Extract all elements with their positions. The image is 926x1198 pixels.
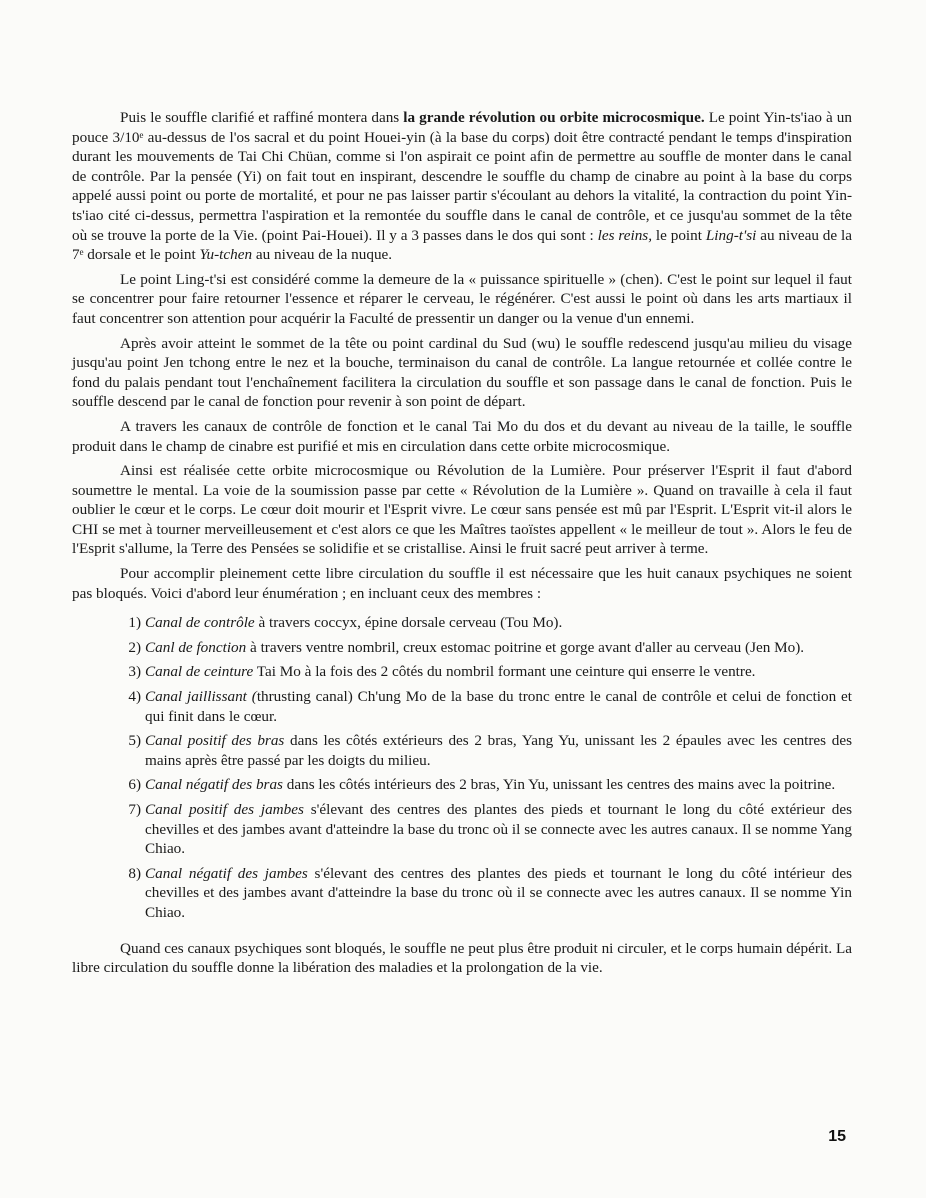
canal-list	[72, 613, 852, 922]
list-item	[128, 613, 852, 633]
list-item-number: 8)	[128, 864, 141, 882]
list-item	[128, 662, 852, 682]
paragraph-2: Le point Ling-t'si est considéré comme la demeure de la « puissance spirituelle » (chen). C'est le point sur lequel il faut se concentrer pour faire retourner l'essence et réparer le cerveau, le régénérer. C'est aussi le point où dans les arts martiaux il faut concentrer son attention pour acquérir la Faculté de pressentir un danger ou la venue d'un ennemi.	[72, 270, 852, 327]
list-item-term: Canal négatif des bras	[145, 776, 283, 794]
list-item-number: 6)	[128, 776, 141, 794]
list-item-term: Canal de contrôle	[145, 614, 255, 632]
list-item-text: thrusting canal) Ch'ung Mo de la base du tronc entre le canal de contrôle et celui de fonction et qui finit dans le cœur.	[145, 688, 853, 725]
list-item-text: s'élevant des centres des plantes des pieds et tournant le long du côté intérieur des chevilles et des jambes avant d'atteindre la base du tronc où il se connecte avec les autres canaux. Il se nomme Yin Chiao.	[145, 864, 852, 921]
list-item-term: Canal jaillissant (	[145, 688, 257, 706]
page-body	[72, 108, 852, 983]
paragraph-4: A travers les canaux de contrôle de fonction et le canal Tai Mo du dos et du devant au niveau de la taille, le souffle produit dans le champ de cinabre est purifié et mis en circulation dans cette orbite microcosmique.	[72, 417, 852, 455]
page-number: 15	[828, 1128, 846, 1145]
p1-text-d: au niveau de la 7ᵉ dorsale et le point	[72, 226, 852, 264]
closing-paragraph: Quand ces canaux psychiques sont bloqués, le souffle ne peut plus être produit ni circuler, et le corps humain dépérit. La libre circulation du souffle donne la libération des maladies et la prolongation de la vie.	[72, 939, 852, 977]
p1-text-b: Le point Yin-ts'iao à un pouce 3/10ᵉ au-dessus de l'os sacral et du point Houei-yin (à la base du corps) doit être contracté pendant le temps d'inspiration durant les mouvements de Tai Chi Chüan, comme si l'on aspirait ce point afin de permettre au souffle de monter dans le canal de contrôle. Par la pensée (Yi) on fait tout en inspirant, descendre le souffle du champ de cinabre au point à la base du corps appelé aussi point ou porte de mortalité, et pour ne pas laisser partir s'écoulant au dehors la vitalité, la contraction du point Yin-ts'iao cité ci-dessus, permettra l'aspiration et la remontée du souffle dans le canal de contrôle, et ce jusqu'au sommet de la tête où se trouve la porte de la Vie. (point Pai-Houei). Il y a 3 passes dans le dos qui sont :	[72, 109, 852, 244]
list-item-number: 1)	[128, 614, 141, 632]
list-item-text: à travers ventre nombril, creux estomac poitrine et gorge avant d'aller au cerveau (Jen Mo).	[246, 638, 805, 656]
list-item-term: Canal de ceinture	[145, 663, 254, 681]
list-item-number: 2)	[128, 638, 141, 656]
list-item-number: 5)	[128, 732, 141, 750]
list-item-number: 3)	[128, 663, 141, 681]
list-item-term: Canl de fonction	[145, 638, 247, 656]
p1-bold-heading: la grande révolution ou orbite microcosmique.	[403, 109, 705, 126]
list-item	[128, 775, 852, 795]
list-item-term: Canal négatif des jambes	[145, 864, 308, 882]
list-item	[128, 687, 853, 726]
list-item-text: à travers coccyx, épine dorsale cerveau (Tou Mo).	[254, 614, 563, 632]
list-item-text: dans les côtés extérieurs des 2 bras, Yang Yu, unissant les 2 épaules avec les centres des mains après être passé par les doigts du milieu.	[145, 732, 852, 769]
list-item-text: Tai Mo à la fois des 2 côtés du nombril formant une ceinture qui enserre le ventre.	[253, 663, 756, 681]
list-item	[128, 731, 852, 770]
paragraph-3: Après avoir atteint le sommet de la tête ou point cardinal du Sud (wu) le souffle redescend jusqu'au milieu du visage jusqu'au point Jen tchong entre le nez et la bouche, terminaison du canal de contrôle. La langue retournée et collée contre le fond du palais pendant tout l'enchaînement facilitera la circulation du souffle et son passage dans le canal de fonction. Puis le souffle descend par le canal de fonction pour revenir à son point de départ.	[72, 334, 852, 411]
list-item-term: Canal positif des jambes	[145, 801, 304, 818]
list-item-text: dans les côtés intérieurs des 2 bras, Yin Yu, unissant les centres des mains avec la poitrine.	[282, 776, 836, 794]
list-item	[128, 638, 852, 658]
list-item-number: 7)	[128, 801, 141, 818]
p1-italic-reins: les reins,	[597, 226, 653, 244]
p1-italic-lingtsi: Ling-t'si	[705, 226, 757, 244]
paragraph-1	[72, 108, 852, 265]
p1-text-c: le point	[652, 226, 706, 244]
list-item	[128, 800, 852, 859]
p1-italic-yutchen: Yu-tchen	[199, 246, 253, 264]
p1-text-e: au niveau de la nuque.	[252, 246, 393, 264]
list-item-term: Canal positif des bras	[145, 732, 285, 750]
list-item-number: 4)	[128, 688, 141, 706]
paragraph-5: Ainsi est réalisée cette orbite microcosmique ou Révolution de la Lumière. Pour préserver l'Esprit il faut d'abord soumettre le mental. La voie de la soumission passe par cette « Révolution de la Lumière ». Quand on travaille à cela il faut oublier le cœur et le corps. Le cœur doit mourir et l'Esprit vivre. Le cœur sans pensée est mû par l'Esprit. L'Esprit vit-il alors le CHI se met à tourner merveilleusement et c'est alors ce que les Maîtres taoïstes appellent « le meilleur de tout ». Alors le feu de l'Esprit s'allume, la Terre des Pensées se solidifie et se cristallise. Ainsi le fruit sacré peut arriver à terme.	[72, 462, 852, 558]
p1-text-a: Puis le souffle clarifié et raffiné montera dans	[120, 109, 404, 126]
list-item	[128, 864, 852, 923]
list-item-text: s'élevant des centres des plantes des pieds et tournant le long du côté extérieur des chevilles et des jambes avant d'atteindre la base du tronc où il se connecte avec les autres canaux. Il se nomme Yang Chiao.	[145, 801, 852, 858]
paragraph-6: Pour accomplir pleinement cette libre circulation du souffle il est nécessaire que les huit canaux psychiques ne soient pas bloqués. Voici d'abord leur énumération ; en incluant ceux des membres :	[72, 565, 852, 602]
